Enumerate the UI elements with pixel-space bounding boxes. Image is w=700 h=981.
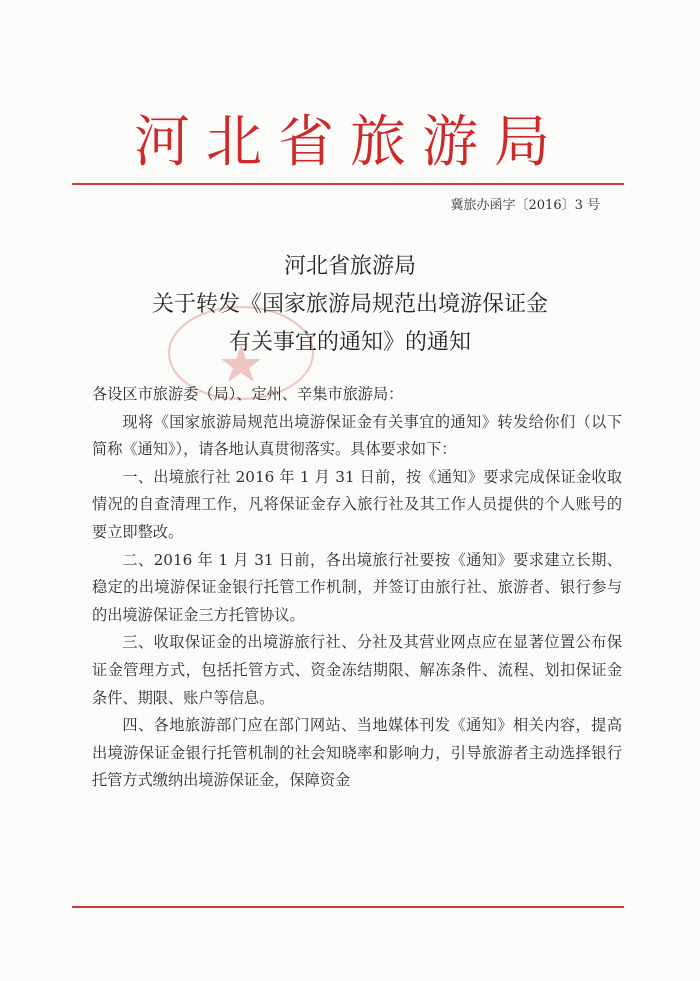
masthead-title: 河北省旅游局 (134, 110, 566, 175)
footer-divider (72, 906, 624, 908)
item-paragraph: 四、各地旅游部门应在部门网站、当地媒体刊发《通知》相关内容，提高出境游保证金银行托管机制的社会知晓率和影响力，引导旅游者主动选择银行托管方式缴纳出境游保证金，保障资金 (92, 716, 622, 790)
salutation: 各设区市旅游委（局）、定州、辛集市旅游局： (92, 385, 404, 403)
item-paragraph: 二、2016 年 1 月 31 日前，各出境旅行社要按《通知》要求建立长期、稳定的出境游保证金银行托管工作机制，并签订由旅行社、旅游者、银行参与的出境游保证金三方托管协议。 (92, 550, 622, 624)
masthead-divider (72, 183, 624, 185)
intro-paragraph: 现将《国家旅游局规范出境游保证金有关事宜的通知》转发给你们（以下简称《通知》），请各地认真贯彻落实。具体要求如下： (92, 412, 622, 459)
title-line-3: 有关事宜的通知》的通知 (228, 330, 471, 355)
title-line-1: 河北省旅游局 (283, 254, 416, 279)
document-number: 冀旅办函字〔2016〕3 号 (450, 198, 600, 213)
item-paragraph: 三、收取保证金的出境游旅行社、分社及其营业网点应在显著位置公布保证金管理方式，包括托管方式、资金冻结期限、解冻条件、流程、划扣保证金条件、期限、账户等信息。 (92, 633, 622, 707)
title-line-2: 关于转发《国家旅游局规范出境游保证金 (151, 292, 548, 317)
document-title (0, 248, 700, 362)
item-paragraph: 一、出境旅行社 2016 年 1 月 31 日前，按《通知》要求完成保证金收取情况的自查清理工作，凡将保证金存入旅行社及其工作人员提供的个人账号的要立即整改。 (92, 467, 622, 541)
document-body (92, 381, 622, 795)
